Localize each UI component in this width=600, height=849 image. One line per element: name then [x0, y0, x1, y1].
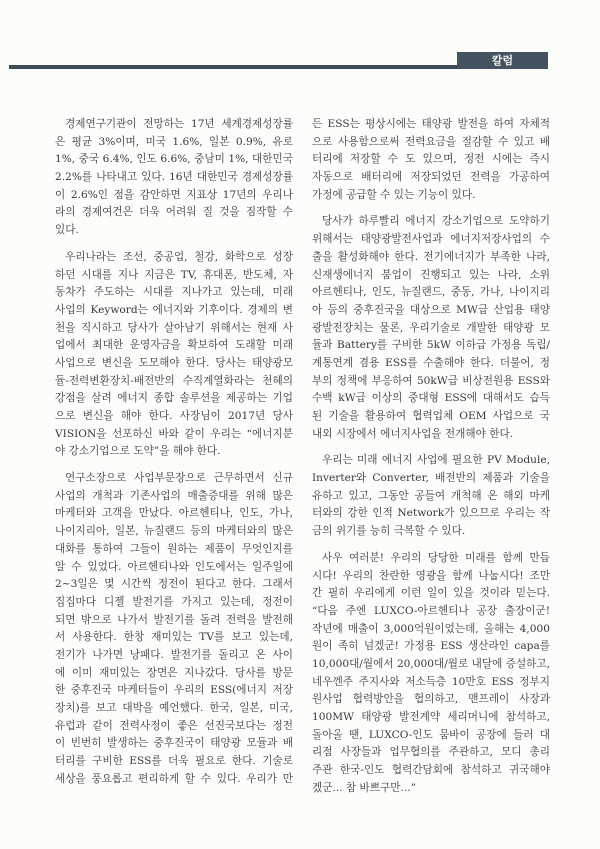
left-column [55, 116, 293, 797]
text-line: 신재생에너지 붐업이 진행되고 있는 나라, 소위 [312, 268, 550, 281]
text-line: 세상을 풍요롭고 편리하게 할 수 있다. 우리가 만 [55, 772, 293, 785]
text-line: 전기가 나가면 낭패다. 발전기를 돌리고 온 사이 [55, 648, 293, 661]
text-line: 유럽과 같이 전력사정이 좋은 선진국보다는 정전 [55, 719, 293, 732]
header-rule [9, 65, 457, 69]
text-line: 사업으로 변신을 도모해야 한다. 당사는 태양광모 [55, 356, 293, 369]
text-line: 서 사용한다. 한창 재미있는 TV를 보고 있는데, [55, 631, 293, 644]
text-line: 계통연계 겸용 ESS를 수출해야 한다. 더불어, 정 [312, 356, 550, 369]
right-column [312, 116, 550, 806]
text-line: 강점을 살려 에너지 종합 솔루션을 제공하는 기업 [55, 392, 293, 405]
text-line: 시다! 우리의 찬란한 영광을 함께 나눕시다! 조만 [312, 569, 550, 582]
text-line: VISION을 선포하신 바와 같이 우리는 “에너지분 [55, 427, 293, 440]
text-line: 터리를 구비한 ESS를 더욱 필요로 한다. 기술로 [55, 755, 293, 768]
paragraph [55, 249, 293, 461]
text-line: 으로 변신을 해야 한다. 사장님이 2017년 당사 [55, 410, 293, 422]
text-line: 2.2%를 나타내고 있다. 16년 대한민국 경제성장률 [55, 171, 293, 184]
text-line: 장치)를 보고 대박을 예언했다. 한국, 일본, 미국, [55, 702, 293, 714]
text-line: 아르헨티나, 인도, 뉴질랜드, 중동, 가나, 나이지리 [312, 286, 550, 299]
text-line: 간 필히 우리에게 이런 일이 있을 것이라 믿는다. [312, 587, 550, 600]
text-line: 우리나라는 조선, 중공업, 철강, 화학으로 성장 [65, 250, 293, 263]
text-line: 있다. [55, 224, 79, 237]
text-line: 알 수 있었다. 아르헨티나와 인도에서는 일주일에 [55, 560, 293, 573]
text-line: 주관 한국-인도 협력간담회에 참석하고 귀국해야 [312, 764, 550, 777]
text-line: 된 기술을 활용하여 협력업체 OEM 사업으로 국 [312, 410, 550, 422]
paragraph [312, 452, 550, 540]
text-line: 경제연구기관이 전망하는 17년 세계경제성장률 [65, 118, 293, 130]
text-line: 야 강소기업으로 도약”을 해야 한다. [55, 445, 221, 458]
text-line: 수백 kW급 이상의 중대형 ESS에 대해서도 습득 [312, 392, 550, 405]
paragraph [312, 116, 550, 204]
text-line: 동차가 주도하는 시대를 지나가고 있는데, 미래 [55, 286, 293, 299]
paragraph [312, 213, 550, 443]
text-line: 원사업 협력방안을 협의하고, 맨프레이 사장과 [312, 693, 550, 706]
text-line: 듈-전력변환장치-배전반의 수직계열화라는 천혜의 [55, 374, 293, 387]
text-line: 자동으로 배터리에 저장되었던 전력을 가공하여 [312, 171, 550, 184]
paragraph [312, 550, 550, 798]
text-line: 에 이미 재미있는 장면은 지나갔다. 당사를 방문 [55, 666, 293, 679]
text-line: 작년에 매출이 3,000억원이었는데, 올해는 4,000 [312, 622, 550, 635]
text-line: 업에서 최대한 운영자금을 확보하여 도래할 미래 [55, 339, 293, 352]
text-line: 터와의 강한 인적 Network가 있으므로 우리는 작 [312, 507, 550, 520]
text-line: 은 평균 3%이며, 미국 1.6%, 일본 0.9%, 유로 [55, 135, 293, 148]
text-line: 대화를 통하여 그들이 원하는 제품이 무엇인지를 [55, 542, 293, 555]
text-line: 든 ESS는 평상시에는 태양광 발전을 하여 자체적 [312, 118, 550, 130]
text-line: 아 등의 중후진국을 대상으로 MW급 산업용 태양 [312, 303, 550, 316]
text-line: 출을 활성화해야 한다. 전기에너지가 부족한 나라, [312, 250, 550, 263]
text-line: 이 빈번히 발생하는 중후진국이 태양광 모듈과 배 [55, 737, 293, 750]
text-line: 사업의 Keyword는 에너지와 기후이다. 경제의 변 [55, 303, 293, 316]
text-line: 마케터와 고객을 만났다. 아르헨티나, 인도, 가나, [55, 507, 293, 520]
text-line: 네우껜주 주지사와 저소득층 10만호 ESS 정부지 [312, 675, 550, 688]
text-line: 2~3일은 몇 시간씩 정전이 된다고 한다. 그래서 [55, 578, 293, 591]
text-line: 천을 직시하고 당사가 살아남기 위해서는 현재 사 [55, 321, 293, 334]
text-line: 돌아올 땐, LUXCO-인도 뭄바이 공장에 들러 대 [312, 728, 550, 741]
text-line: 리점 사장들과 업무협의를 주관하고, 모디 총리 [312, 746, 550, 759]
text-line: 10,000대/월에서 20,000대/월로 내달에 증설하고, [312, 657, 550, 670]
text-line: 터리에 저장할 수 도 있으며, 정전 시에는 즉시 [312, 153, 550, 166]
text-line: 한 중후진국 마케터들이 우리의 ESS(에너지 저장 [55, 684, 293, 697]
text-line: 100MW 태양광 발전계약 세리머니에 참석하고, [312, 711, 550, 723]
paragraph [55, 470, 293, 788]
text-line: “다음 주엔 LUXCO-아르헨티나 공장 출장이군! [312, 604, 550, 617]
text-line: 금의 위기를 능히 극복할 수 있다. [312, 525, 466, 538]
text-line: 라의 경제여건은 더욱 어려워 질 것을 짐작할 수 [55, 206, 293, 219]
text-line: 듈과 Battery를 구비한 5kW 이하급 가정용 독립/ [312, 339, 550, 352]
text-line: 광발전장치는 물론, 우리기술로 개발한 태양광 모 [312, 321, 550, 334]
text-line: 집집마다 디젤 발전기를 가지고 있는데, 정전이 [55, 595, 293, 608]
text-line: 원이 족히 넘겠군! 가정용 ESS 생산라인 capa를 [312, 640, 550, 653]
text-line: 우리는 미래 에너지 사업에 필요한 PV Module, [322, 454, 550, 467]
text-line: Inverter와 Converter, 배전반의 제품과 기술을 [312, 472, 550, 485]
text-line: 하던 시대를 지나 지금은 TV, 휴대폰, 반도체, 자 [55, 268, 293, 281]
text-line: 1%, 중국 6.4%, 인도 6.6%, 중남미 1%, 대한민국 [55, 153, 293, 166]
text-line: 가정에 공급할 수 있는 기능이 있다. [312, 188, 476, 201]
text-line: 내외 시장에서 에너지사업을 전개해야 한다. [312, 427, 514, 440]
text-line: 연구소장으로 사업부문장으로 근무하면서 신규 [65, 472, 293, 485]
section-label: 칼럼 [491, 54, 514, 67]
text-line: 당사가 하루빨리 에너지 강소기업으로 도약하기 [322, 215, 550, 228]
text-line: 나이지리아, 일본, 뉴질랜드 등의 마케터와의 많은 [55, 525, 293, 538]
text-line: 사우 여러분! 우리의 당당한 미래를 함께 만듭 [322, 551, 550, 564]
text-line: 으로 사용함으로써 전력요금을 절감할 수 있고 배 [312, 135, 550, 148]
text-line: 사업의 개척과 기존사업의 매출증대를 위해 많은 [55, 489, 293, 502]
text-line: 부의 정책에 부응하여 50kW급 비상전원용 ESS와 [312, 374, 550, 387]
text-line: 이 2.6%인 점을 감안하면 지표상 17년의 우리나 [55, 188, 293, 201]
text-line: 유하고 있고, 그동안 공들여 개척해 온 해외 마케 [312, 489, 550, 502]
paragraph [55, 116, 293, 240]
text-line: 겠군... 참 바쁘구만...” [312, 781, 416, 794]
text-line: 되면 밖으로 나가서 발전기를 돌려 전력을 발전해 [55, 613, 293, 626]
section-label-tab [457, 52, 548, 69]
text-line: 위해서는 태양광발전사업과 에너지저장사업의 수 [312, 233, 550, 246]
